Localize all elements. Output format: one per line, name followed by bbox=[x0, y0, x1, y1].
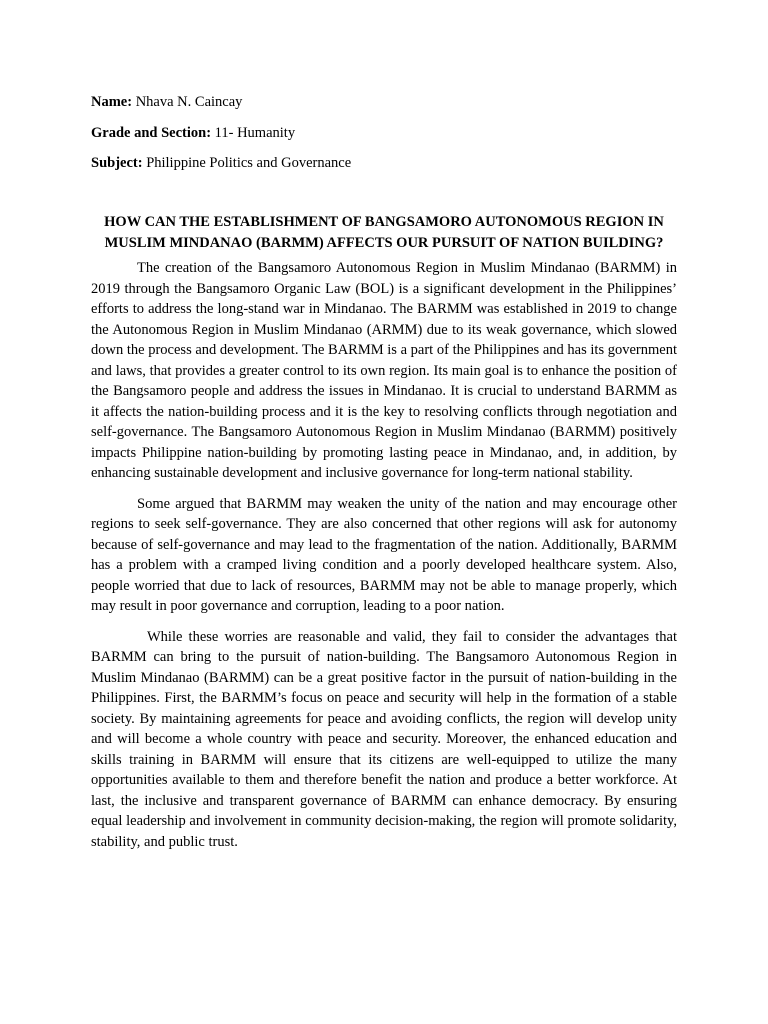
essay-paragraph-2: Some argued that BARMM may weaken the unity of the nation and may encourage other regions to seek self-governance. They are also concerned that other regions will ask for autonomy because of self-governance and may lead to the fragmentation of the nation. Additionally, BARMM has a problem with a cramped living condition and a poorly developed healthcare system. Also, people worried that due to lack of resources, BARMM may not be able to manage properly, which may result in poor governance and corruption, leading to a poor nation. bbox=[91, 495, 677, 614]
essay-title-line-1: HOW CAN THE ESTABLISHMENT OF BANGSAMORO AUTONOMOUS REGION IN bbox=[104, 214, 664, 230]
subject-line bbox=[91, 154, 677, 172]
subject-label: Subject: bbox=[91, 155, 143, 171]
grade-section-line bbox=[91, 124, 677, 142]
essay-title-line-2: MUSLIM MINDANAO (BARMM) AFFECTS OUR PURSUIT OF NATION BUILDING? bbox=[104, 234, 664, 251]
name-value: Nhava N. Caincay bbox=[132, 94, 243, 110]
essay-paragraph-3: While these worries are reasonable and valid, they fail to consider the advantages that BARMM can bring to the pursuit of nation-building. The Bangsamoro Autonomous Region in Muslim Mindanao (BARMM) can be a great positive factor in the pursuit of nation-building in the Philippines. First, the BARMM’s focus on peace and security will help in the formation of a stable society. By maintaining agreements for peace and avoiding conflicts, the region will develop unity and will become a whole country with peace and security. Moreover, the enhanced education and skills training in BARMM will ensure that its citizens are well-equipped to utilize the many opportunities available to them and therefore benefit the nation and produce a better workforce. At last, the inclusive and transparent governance of BARMM can enhance democracy. By ensuring equal leadership and involvement in community decision-making, the region will promote solidarity, stability, and public trust. bbox=[91, 628, 677, 850]
name-line bbox=[91, 93, 677, 111]
name-label: Name: bbox=[91, 94, 133, 110]
subject-value: Philippine Politics and Governance bbox=[142, 155, 352, 171]
grade-section-value: 11- Humanity bbox=[211, 124, 296, 141]
essay-title bbox=[91, 212, 677, 253]
essay-paragraph-1: The creation of the Bangsamoro Autonomous Region in Muslim Mindanao (BARMM) in 2019 through the Bangsamoro Organic Law (BOL) is a significant development in the Philippines’ efforts to address the long-stand war in Mindanao. The BARMM was established in 2019 to change the Autonomous Region in Muslim Mindanao (ARMM) due to its weak governance, which slowed down the process and development. The BARMM is a part of the Philippines and has its government and laws, that provides a greater control to its own region. Its main goal is to enhance the position of the Bangsamoro people and address the issues in Mindanao. It is crucial to understand BARMM as it affects the nation-building process and it is the key to resolving conflicts through negotiation and self-governance. The Bangsamoro Autonomous Region in Muslim Mindanao (BARMM) positively impacts Philippine nation-building by promoting lasting peace in Mindanao, and, in addition, by enhancing sustainable development and inclusive governance for long-term national stability. bbox=[91, 260, 677, 481]
grade-section-label: Grade and Section: bbox=[91, 124, 212, 141]
